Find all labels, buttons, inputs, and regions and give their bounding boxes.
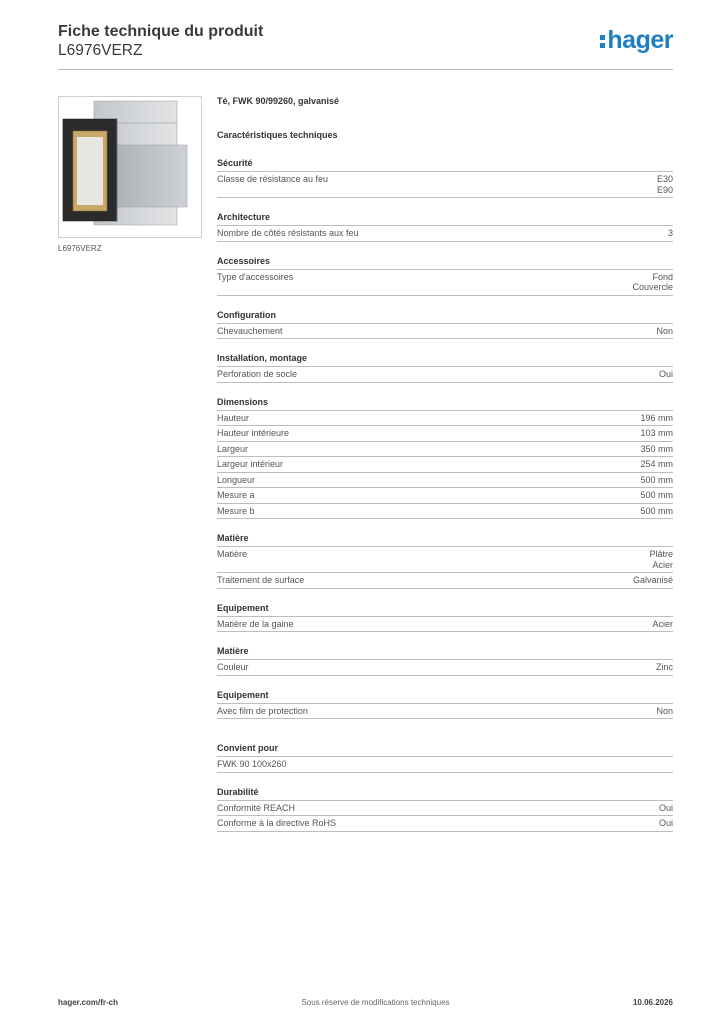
spec-label: Mesure a [217,490,255,500]
hager-logo [600,26,673,55]
spec-group [217,533,673,589]
image-caption: L6976VERZ [58,244,102,253]
spec-row [217,226,673,242]
spec-row [217,573,673,589]
spec-row [217,617,673,633]
spec-label: Nombre de côtés résistants aux feu [217,228,359,238]
spec-group-title: Sécurité [217,158,673,172]
spec-label: Conforme à la directive RoHS [217,818,337,828]
spec-group [217,603,673,633]
spec-row [217,801,673,817]
spec-label: Perforation de socle [217,369,298,379]
spec-group-title: Accessoires [217,256,673,270]
page-header [58,22,673,70]
page-title: Fiche technique du produit [58,23,264,40]
spec-group-title: Matière [217,646,673,660]
spec-label: Couleur [217,662,249,672]
spec-value: 196 mm [640,412,673,423]
spec-value: Oui [658,818,673,828]
spec-row [217,172,673,198]
spec-row [217,547,673,573]
product-image [58,96,202,238]
spec-value: 103 mm [640,428,673,438]
spec-group [217,212,673,242]
spec-row [217,473,673,489]
spec-group-title: Convient pour [217,743,673,757]
spec-value: 500 mm [640,505,673,516]
spec-row [217,504,673,520]
spec-value: Non [656,325,673,336]
spec-value: Plâtre Acier [649,549,673,570]
logo-dots-icon [600,35,605,48]
spec-label: Matière de la gaine [217,618,294,629]
spec-row [217,816,673,832]
spec-group-title: Dimensions [217,397,673,411]
spec-group-title: Equipement [217,603,673,617]
spec-group [217,353,673,383]
footer-note: Sous réserve de modifications techniques [301,998,450,1007]
spec-label: Classe de résistance au feu [217,174,329,184]
spec-value: E30 E90 [656,174,673,195]
spec-group [217,158,673,198]
spec-label: Conformité REACH [217,802,296,813]
product-reference: L6976VERZ [58,42,143,59]
spec-value: Oui [658,369,673,379]
spec-value: 500 mm [640,474,673,485]
spec-value: Acier [652,618,673,629]
spec-row [217,411,673,427]
spec-group [217,787,673,832]
spec-label: Longueur [217,474,256,485]
spec-groups [217,158,673,832]
spec-label: Chevauchement [217,325,283,336]
spec-row [217,270,673,296]
spec-value: 254 mm [640,459,673,469]
spec-group [217,646,673,676]
spec-label: Matière [217,549,248,559]
footer-date: 10.06.2026 [632,998,673,1007]
spec-row [217,442,673,458]
page-footer [58,998,673,1007]
spec-value: Non [656,705,673,716]
spec-value: 500 mm [640,490,673,500]
spec-label: Traitement de surface [217,575,305,585]
spec-label: Largeur intérieur [217,459,284,469]
section-heading: Caractéristiques techniques [217,130,338,140]
spec-label: Largeur [217,443,249,454]
spec-row [217,324,673,340]
spec-row [217,757,673,773]
spec-row [217,457,673,473]
spec-label: Hauteur [217,412,250,423]
spec-value: Oui [658,802,673,813]
spec-value: Galvanisé [632,575,673,585]
spec-row [217,488,673,504]
spec-label: Hauteur intérieure [217,428,290,438]
spec-row [217,660,673,676]
spec-group-title: Installation, montage [217,353,673,367]
spec-row [217,704,673,720]
spec-label: Avec film de protection [217,705,308,716]
spec-group-title: Matière [217,533,673,547]
spec-row [217,367,673,383]
spec-group [217,310,673,340]
logo-text: hager [607,26,673,54]
spec-value: 3 [667,228,673,238]
spec-group-title: Architecture [217,212,673,226]
spec-group [217,256,673,296]
spec-group [217,690,673,720]
spec-value: 350 mm [640,443,673,454]
spec-group [217,397,673,520]
spec-value: Fond Couvercle [632,271,673,292]
spec-group-title: Configuration [217,310,673,324]
spec-label: FWK 90 100x260 [217,759,287,769]
specifications [217,96,673,832]
spec-group-title: Durabilité [217,787,673,801]
spec-group-title: Equipement [217,690,673,704]
spec-label: Mesure b [217,505,255,516]
footer-site: hager.com/fr-ch [58,998,119,1007]
spec-label: Type d'accessoires [217,271,294,282]
product-illustration [59,97,201,237]
spec-group [217,743,673,773]
spec-row [217,426,673,442]
product-name: Té, FWK 90/99260, galvanisé [217,96,340,106]
spec-value: Zinc [655,662,673,672]
